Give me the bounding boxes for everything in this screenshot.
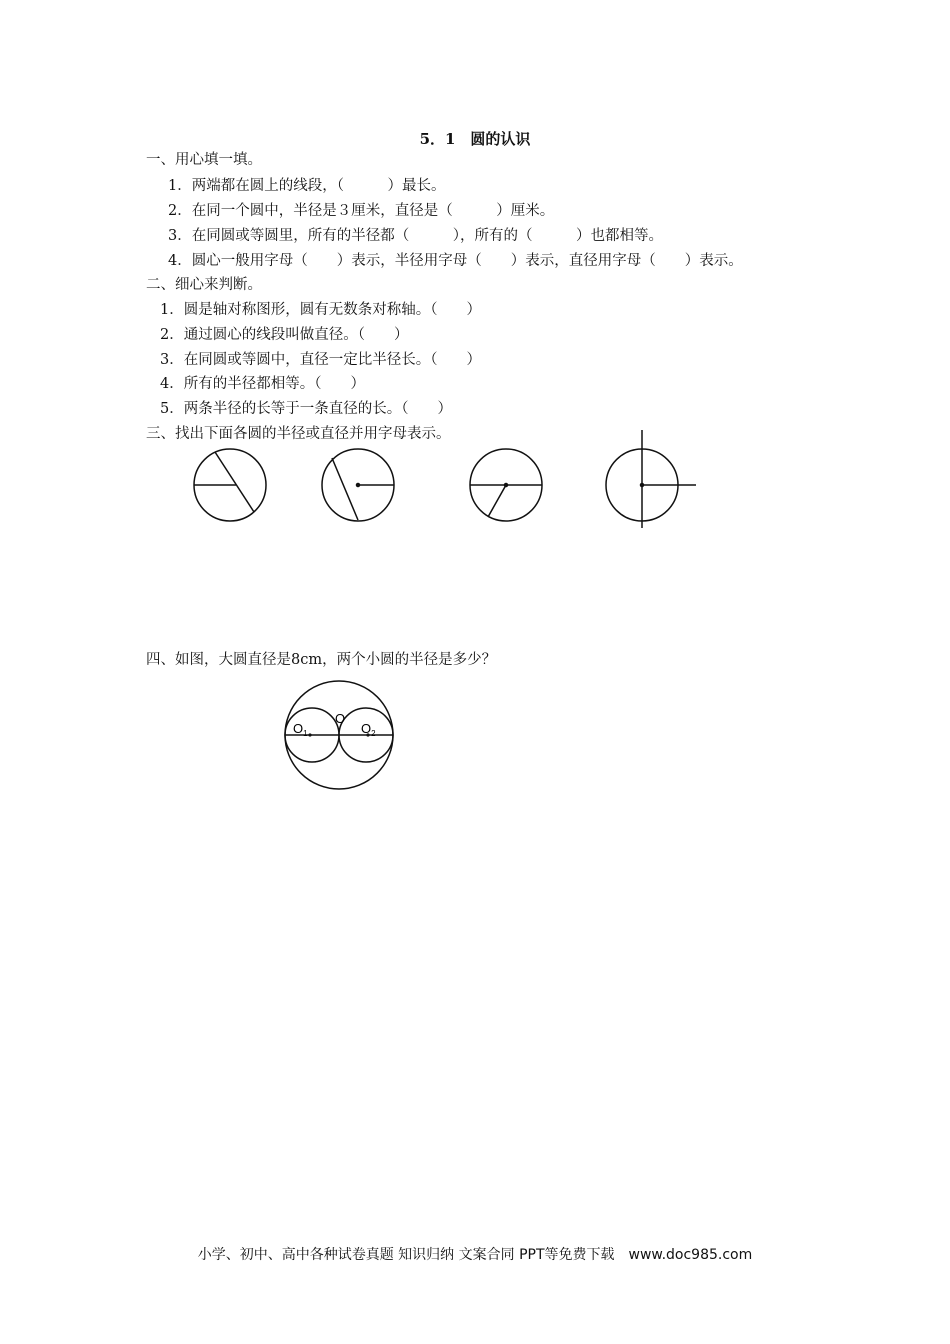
section1-item-4: 4．圆心一般用字母（ ）表示，半径用字母（ ）表示，直径用字母（ ）表示。 [168, 253, 743, 269]
section1-item-1: 1．两端都在圆上的线段，（ ）最长。 [168, 178, 446, 194]
label-o1: $O_1$ [293, 721, 308, 738]
section1-heading: 一、用心填一填。 [146, 152, 262, 168]
center-dot-o1 [308, 733, 311, 736]
section1-item-2: 2．在同一个圆中，半径是３厘米，直径是（ ）厘米。 [168, 203, 555, 219]
section2-item-2: 2．通过圆心的线段叫做直径。（ ） [160, 327, 409, 343]
page-title: 5．1 圆的认识 [419, 130, 531, 148]
page-footer: 小学、初中、高中各种试卷真题 知识归纳 文案合同 PPT等免费下载 www.doc985.com [197, 1247, 753, 1263]
section2-item-4: 4．所有的半径都相等。（ ） [160, 376, 365, 392]
label-o2: $O_2$ [361, 721, 376, 738]
section4-heading: 四、如图，大圆直径是8cm，两个小圆的半径是多少？ [146, 652, 497, 668]
section2-item-5: 5．两条半径的长等于一条直径的长。（ ） [160, 401, 452, 417]
section2-item-1: 1．圆是轴对称图形，圆有无数条对称轴。（ ） [160, 302, 481, 318]
section2-heading: 二、细心来判断。 [146, 277, 262, 293]
section3-heading: 三、找出下面各圆的半径或直径并用字母表示。 [146, 426, 451, 442]
section1-item-3: 3．在同圆或等圆里，所有的半径都（ ），所有的（ ）也都相等。 [168, 228, 663, 244]
section2-item-3: 3．在同圆或等圆中，直径一定比半径长。（ ） [160, 352, 481, 368]
label-o: O [335, 711, 346, 726]
